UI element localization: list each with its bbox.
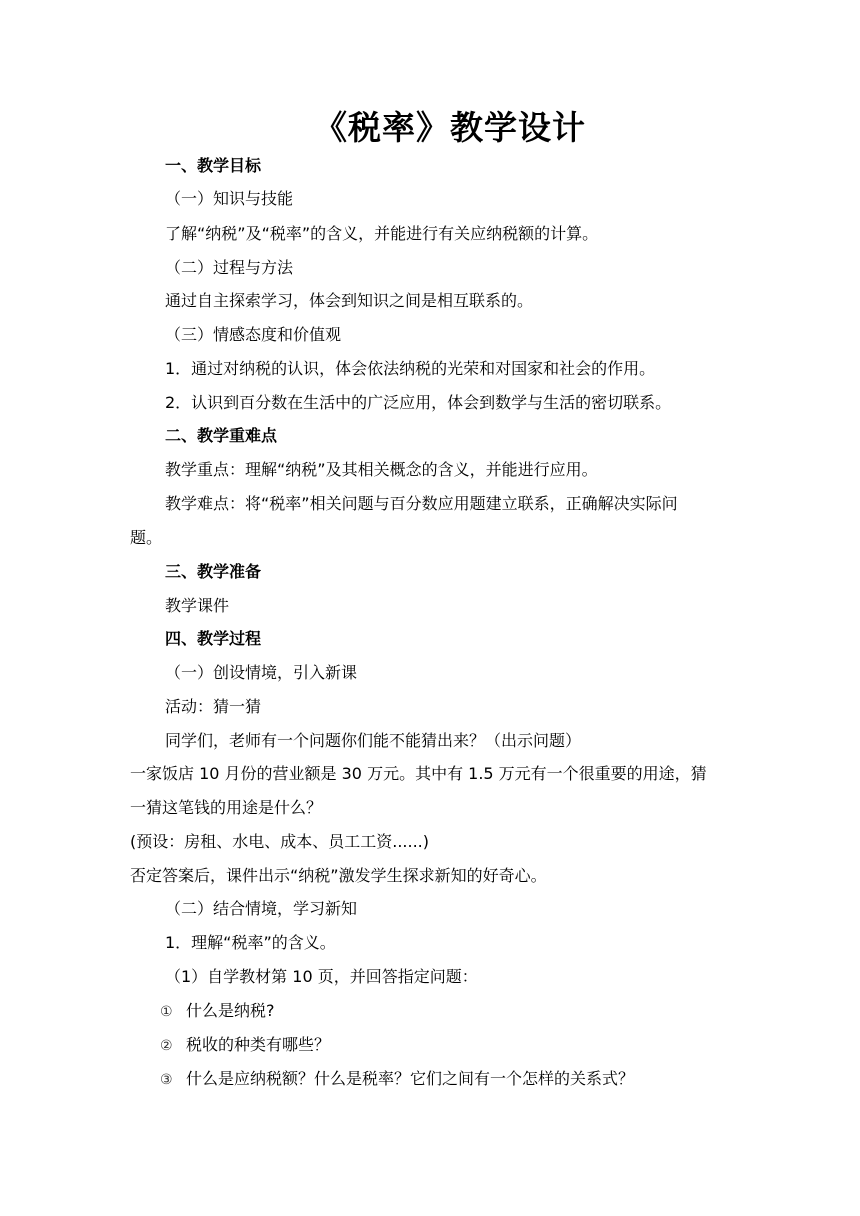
subheading-create-scenario: （一）创设情境，引入新课 xyxy=(165,663,358,682)
question-number: ③ xyxy=(160,1072,173,1088)
paragraph-continuation: 一猜这笔钱的用途是什么？ xyxy=(130,798,323,817)
paragraph: (预设：房租、水电、成本、员工工资......) xyxy=(130,832,430,851)
question-text: 税收的种类有哪些？ xyxy=(186,1035,331,1054)
list-item: 2．认识到百分数在生活中的广泛应用，体会到数学与生活的密切联系。 xyxy=(165,393,672,412)
paragraph: 一家饭店 10 月份的营业额是 30 万元。其中有 1.5 万元有一个很重要的用途，猜 xyxy=(130,764,707,783)
subheading-process-method: （二）过程与方法 xyxy=(165,258,294,277)
question-item xyxy=(160,1067,634,1092)
heading-teaching-objectives: 一、教学目标 xyxy=(165,156,262,175)
question-number: ② xyxy=(160,1038,173,1054)
list-item: （1）自学教材第 10 页，并回答指定问题： xyxy=(165,967,478,986)
subheading-learn-new-knowledge: （二）结合情境，学习新知 xyxy=(165,899,358,918)
heading-key-points: 二、教学重难点 xyxy=(165,426,278,445)
list-item: 1．理解“税率”的含义。 xyxy=(165,933,336,952)
question-text: 什么是纳税? xyxy=(186,1001,275,1020)
subheading-emotion-values: （三）情感态度和价值观 xyxy=(165,325,342,344)
question-item xyxy=(160,1033,330,1058)
paragraph: 教学课件 xyxy=(165,596,230,615)
paragraph: 同学们，老师有一个问题你们能不能猜出来？（出示问题） xyxy=(165,731,582,750)
paragraph: 活动：猜一猜 xyxy=(165,697,262,716)
paragraph: 教学难点：将“税率”相关问题与百分数应用题建立联系，正确解决实际问 xyxy=(165,494,678,513)
heading-preparation: 三、教学准备 xyxy=(165,562,262,581)
paragraph-continuation: 题。 xyxy=(130,528,163,547)
heading-teaching-process: 四、教学过程 xyxy=(165,629,262,648)
paragraph: 否定答案后，课件出示“纳税”激发学生探求新知的好奇心。 xyxy=(130,866,547,885)
list-item: 1．通过对纳税的认识，体会依法纳税的光荣和对国家和社会的作用。 xyxy=(165,359,656,378)
paragraph: 通过自主探索学习，体会到知识之间是相互联系的。 xyxy=(165,291,534,310)
document-title: 《税率》教学设计 xyxy=(314,108,586,147)
question-item xyxy=(160,999,275,1024)
subheading-knowledge-skills: （一）知识与技能 xyxy=(165,189,294,208)
paragraph: 教学重点：理解“纳税”及其相关概念的含义，并能进行应用。 xyxy=(165,460,598,479)
question-text: 什么是应纳税额？什么是税率？它们之间有一个怎样的关系式？ xyxy=(186,1069,635,1088)
question-number: ① xyxy=(160,1004,173,1020)
paragraph: 了解“纳税”及“税率”的含义，并能进行有关应纳税额的计算。 xyxy=(165,224,599,243)
